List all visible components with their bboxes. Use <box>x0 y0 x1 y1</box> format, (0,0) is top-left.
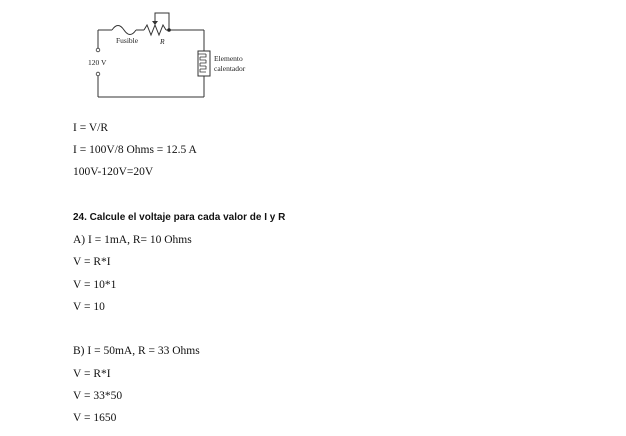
junction-dot <box>167 28 171 32</box>
formula-voltage-diff: 100V-120V=20V <box>73 166 154 178</box>
part-b-title: B) I = 50mA, R = 33 Ohms <box>73 345 200 357</box>
part-b-result: V = 1650 <box>73 412 117 424</box>
voltage-label: 120 V <box>88 58 107 67</box>
wiper-arrow <box>152 21 158 25</box>
part-a-step2: V = 10*1 <box>73 279 117 291</box>
terminal-bottom <box>96 72 100 76</box>
part-a-title: A) I = 1mA, R= 10 Ohms <box>73 234 192 246</box>
part-b-step1: V = R*I <box>73 368 111 380</box>
formula-current-calc: I = 100V/8 Ohms = 12.5 A <box>73 144 197 156</box>
circuit-diagram <box>80 8 280 104</box>
part-a-result: V = 10 <box>73 301 105 313</box>
question-heading: 24. Calcule el voltaje para cada valor de I y R <box>73 212 286 223</box>
fuse-label: Fusible <box>116 36 139 45</box>
resistor-symbol <box>144 25 166 35</box>
heater-label-line2: calentador <box>214 64 246 73</box>
formula-ohms-law: I = V/R <box>73 122 109 134</box>
terminal-top <box>96 48 100 52</box>
heater-label-line1: Elemento <box>214 54 243 63</box>
resistor-label: R <box>160 37 165 46</box>
fuse-symbol <box>112 26 136 35</box>
part-a-step1: V = R*I <box>73 256 111 268</box>
heater-coil <box>198 54 206 72</box>
part-b-step2: V = 33*50 <box>73 390 123 402</box>
